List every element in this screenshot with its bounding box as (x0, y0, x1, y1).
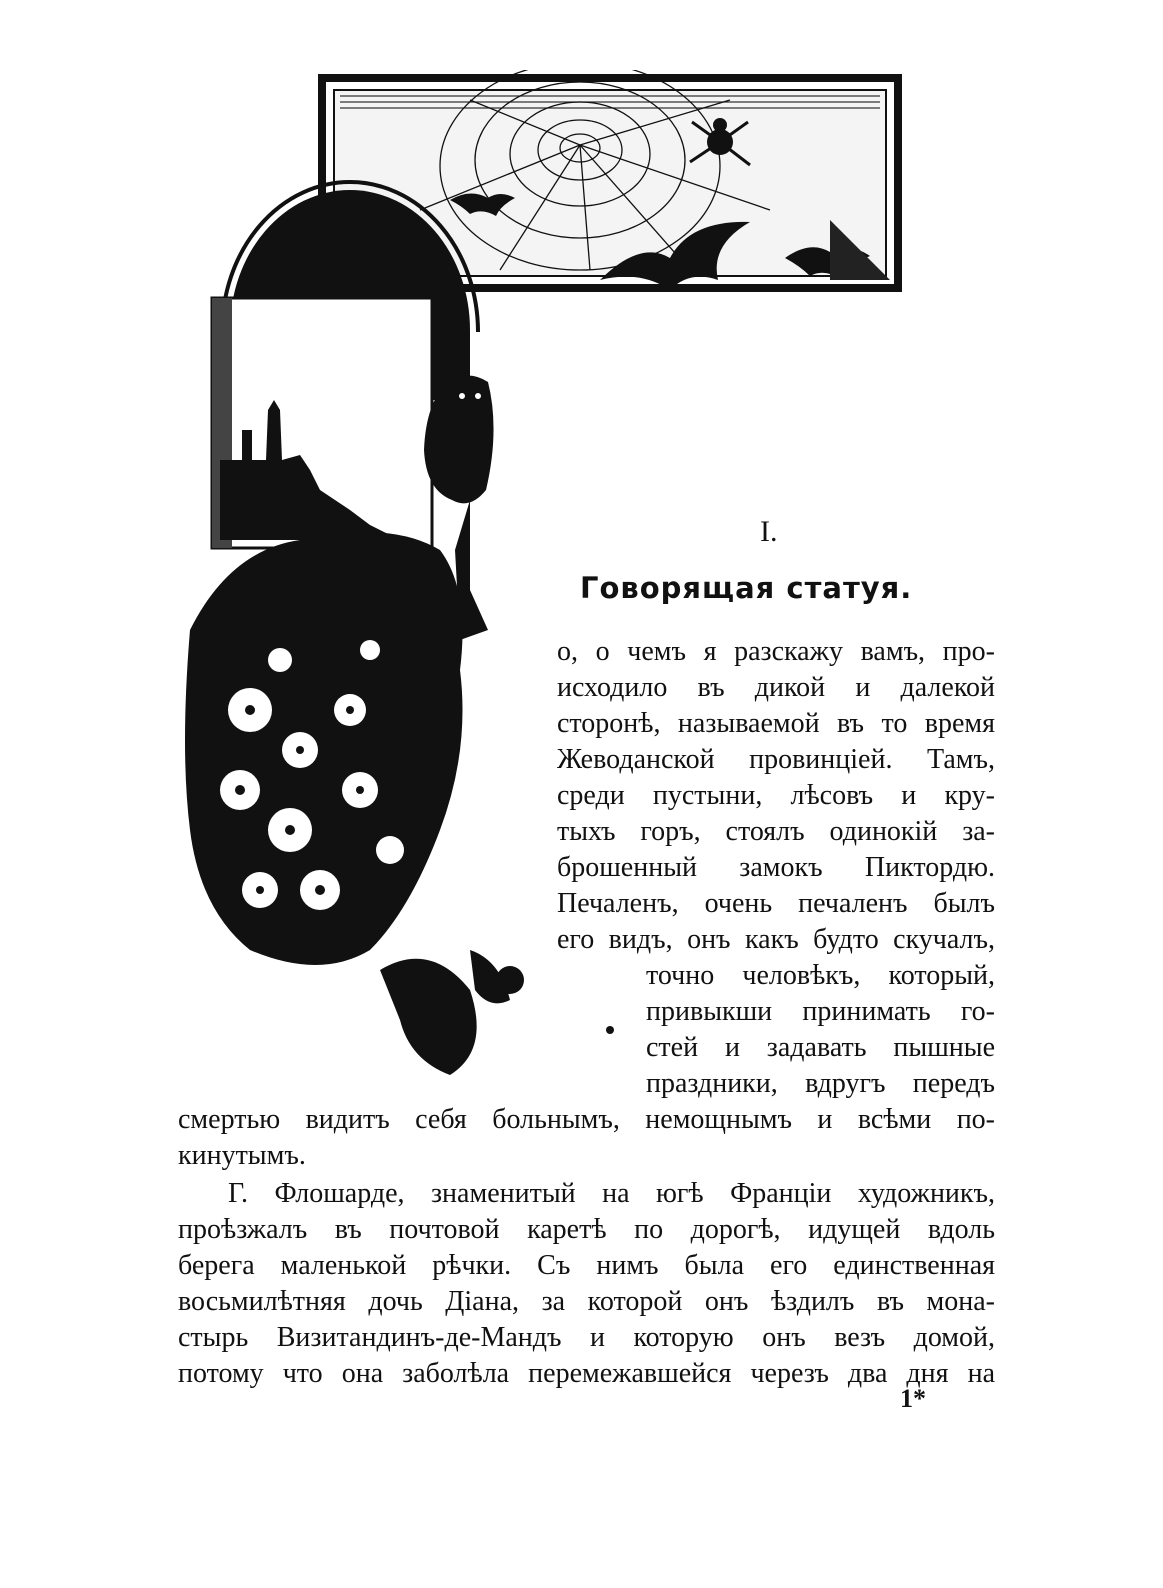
text-line: привыкши принимать го- (646, 996, 995, 1027)
chapter-title: Говорящая статуя. (580, 571, 913, 605)
text-line: среди пустыни, лѣсовъ и кру- (557, 780, 995, 811)
text-line: Жеводанской провинціей. Тамъ, (557, 744, 995, 775)
text-line: о, о чемъ я разскажу вамъ, про- (557, 636, 995, 667)
text-line: его видъ, онъ какъ будто скучалъ, (557, 924, 995, 955)
text-line: стей и задавать пышные (646, 1032, 995, 1063)
text-line: точно человѣкъ, который, (646, 960, 995, 991)
text-line: тыхъ горъ, стоялъ одинокій за- (557, 816, 995, 847)
text-line: берега маленькой рѣчки. Съ нимъ была его единственная (178, 1250, 995, 1281)
text-line: Печаленъ, очень печаленъ былъ (557, 888, 995, 919)
text-line: стырь Визитандинъ-де-Мандъ и которую онъ везъ домой, (178, 1322, 995, 1353)
text-line: Г. Флошарде, знаменитый на югѣ Франціи художникъ, (228, 1178, 995, 1209)
text-line: восьмилѣтняя дочь Діана, за которой онъ ѣздилъ въ мона- (178, 1286, 995, 1317)
text-line: смертью видитъ себя больнымъ, немощнымъ и всѣми по- (178, 1104, 995, 1135)
text-line: брошенный замокъ Пиктордю. (557, 852, 995, 883)
chapter-number: I. (760, 515, 778, 548)
text-line: сторонѣ, называемой въ то время (557, 708, 995, 739)
text-line: проѣзжалъ въ почтовой каретѣ по дорогѣ, идущей вдоль (178, 1214, 995, 1245)
text-line: кинутымъ. (178, 1140, 306, 1171)
text-line: праздники, вдругъ передъ (646, 1068, 995, 1099)
text-line: потому что она заболѣла перемежавшейся черезъ два дня на (178, 1358, 995, 1389)
page-number: 1* (900, 1384, 926, 1413)
text-line: исходило въ дикой и далекой (557, 672, 995, 703)
